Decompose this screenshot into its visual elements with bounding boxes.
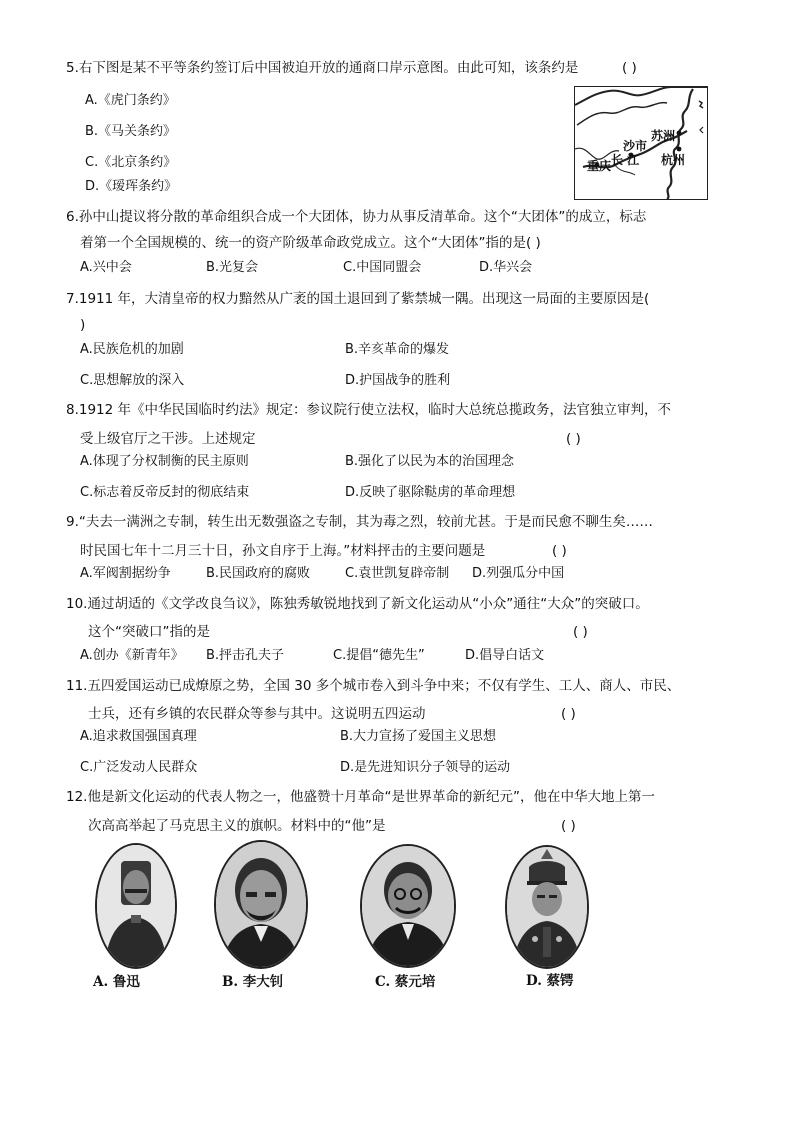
q10-option-a: A.创办《新青年》 [80,648,184,663]
portrait-cai-yuanpei [360,844,456,968]
q8-option-c: C.标志着反帝反封的彻底结束 [80,485,250,500]
portrait-li-dazhao [214,840,308,969]
q11-option-d: D.是先进知识分子领导的运动 [340,760,511,775]
q12-stem-line1: 12.他是新文化运动的代表人物之一，他盛赞十月革命“是世界革命的新纪元”，他在中华大地上第一 [66,789,655,805]
q7-option-d: D.护国战争的胜利 [345,373,451,388]
map-label-changjiang: 长 江 [611,153,640,167]
q6-option-d: D.华兴会 [479,260,533,275]
q6-stem-line2: 着第一个全国规模的、统一的资产阶级革命政党成立。这个“大团体”指的是( ) [80,235,541,251]
q9-option-b: B.民国政府的腐败 [206,566,311,581]
portrait-cai-e [505,845,589,969]
q11-option-c: C.广泛发动人民群众 [80,760,198,775]
portrait-lu-xun [95,843,177,969]
portrait-cai-e-drawing [507,847,587,967]
q9-option-a: A.军阀割据纷争 [80,566,171,581]
q12-answer-paren: ( ) [561,818,576,834]
q5-option-c: C.《北京条约》 [85,155,177,170]
q5-option-b: B.《马关条约》 [85,124,177,139]
q8-stem-line2: 受上级官厅之干涉。上述规定 [80,431,256,447]
q5-option-a: A.《虎门条约》 [85,93,176,108]
q5-option-d: D.《瑷珲条约》 [85,179,178,194]
map-label-suzhou: 苏洲 [651,129,676,143]
q5-stem: 5.右下图是某不平等条约签订后中国被迫开放的通商口岸示意图。由此可知，该条约是 [66,60,579,76]
caption-a: A. 鲁迅 [93,974,140,990]
q10-option-d: D.倡导白话文 [465,648,545,663]
q5-answer-paren: ( ) [622,60,637,76]
q11-answer-paren: ( ) [561,706,576,722]
q6-option-b: B.光复会 [206,260,259,275]
caption-b: B. 李大钊 [222,974,284,990]
q11-stem-line2: 士兵，还有乡镇的农民群众等参与其中。这说明五四运动 [88,706,426,722]
q7-stem-line1: 7.1911 年，大清皇帝的权力黯然从广袤的国土退回到了紫禁城一隅。出现这一局面的主要原因是( [66,291,650,307]
q11-option-b: B.大力宣扬了爱国主义思想 [340,729,497,744]
caption-c: C. 蔡元培 [375,974,436,990]
portrait-lu-xun-drawing [97,845,175,967]
map-label-chongqing: 重庆 [587,159,612,173]
q6-option-a: A.兴中会 [80,260,132,275]
q6-stem-line1: 6.孙中山提议将分散的革命组织合成一个大团体，协力从事反清革命。这个“大团体”的成立，标志 [66,209,647,225]
q9-stem-line2: 时民国七年十二月三十日，孙文自序于上海。”材料抨击的主要问题是 [80,543,486,559]
q8-stem-line1: 8.1912 年《中华民国临时约法》规定：参议院行使立法权，临时大总统总揽政务，法官独立审判，不 [66,402,672,418]
q9-answer-paren: ( ) [552,543,567,559]
portrait-cai-yuanpei-drawing [362,846,454,966]
map-label-hangzhou: 杭州 [661,153,686,167]
q8-option-a: A.体现了分权制衡的民主原则 [80,454,249,469]
q6-option-c: C.中国同盟会 [343,260,422,275]
q7-option-b: B.辛亥革命的爆发 [345,342,450,357]
q9-option-c: C.袁世凯复辟帝制 [345,566,450,581]
q9-option-d: D.列强瓜分中国 [472,566,565,581]
q8-option-d: D.反映了驱除鞑虏的革命理想 [345,485,516,500]
q7-option-a: A.民族危机的加剧 [80,342,184,357]
q9-stem-line1: 9.“夫去一满洲之专制，转生出无数强盗之专制，其为毒之烈，较前尤甚。于是而民愈不聊生矣…… [66,514,653,530]
treaty-ports-map [574,86,708,200]
q7-option-c: C.思想解放的深入 [80,373,185,388]
q8-option-b: B.强化了以民为本的治国理念 [345,454,515,469]
q7-stem-line2: ) [80,317,86,333]
q10-answer-paren: ( ) [573,624,588,640]
q10-stem-line2: 这个“突破口”指的是 [88,624,210,640]
q8-answer-paren: ( ) [566,431,581,447]
caption-d: D. 蔡锷 [526,973,574,989]
q10-option-c: C.提倡“德先生” [333,648,425,663]
q10-option-b: B.抨击孔夫子 [206,648,285,663]
q11-stem-line1: 11.五四爱国运动已成燎原之势，全国 30 多个城市卷入到斗争中来；不仅有学生、工人、商人、市民、 [66,678,681,694]
map-label-shashi: 沙市 [623,139,648,153]
q12-stem-line2: 次高高举起了马克思主义的旗帜。材料中的“他”是 [88,818,386,834]
q10-stem-line1: 10.通过胡适的《文学改良刍议》，陈独秀敏锐地找到了新文化运动从“小众”通往“大众”的突破口。 [66,596,649,612]
portrait-li-dazhao-drawing [216,842,306,967]
q11-option-a: A.追求救国强国真理 [80,729,197,744]
